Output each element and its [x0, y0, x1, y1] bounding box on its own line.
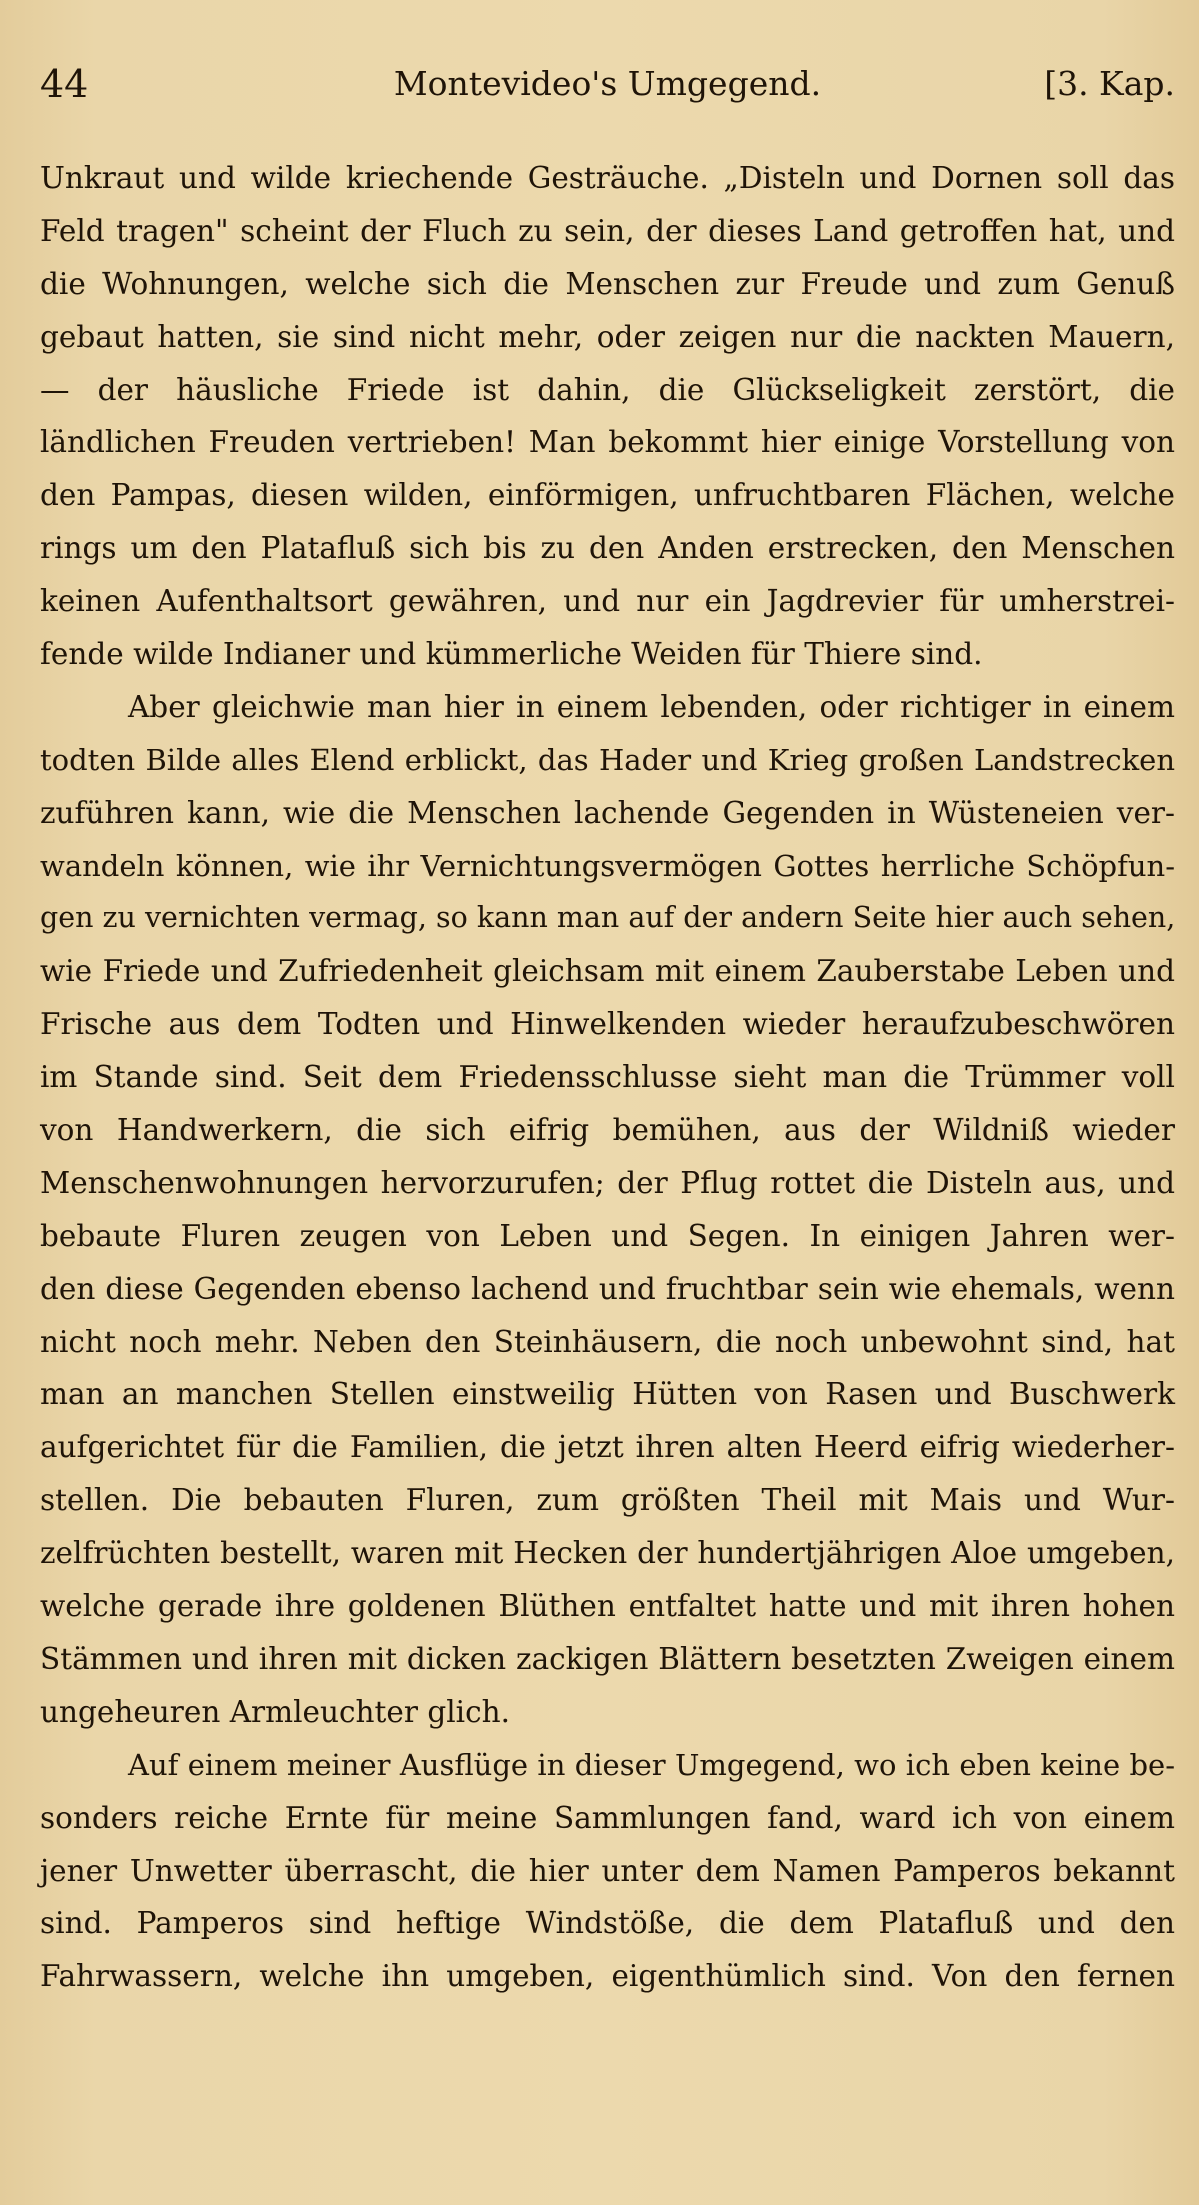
body-text: [40, 152, 1175, 2003]
text-line: zelfrüchten bestellt, waren mit Hecken der hundertjährigen Aloe umgeben,: [40, 1536, 1175, 1571]
text-line: aufgerichtet für die Familien, die jetzt ihren alten Heerd eifrig wiederher-: [40, 1430, 1175, 1465]
page-header: [40, 62, 1175, 122]
text-line: sonders reiche Ernte für meine Sammlungen fand, ward ich von einem: [40, 1800, 1175, 1835]
text-line: ungeheuren Armleuchter glich.: [40, 1694, 510, 1729]
text-line: wie Friede und Zufriedenheit gleichsam mit einem Zauberstabe Leben und: [40, 954, 1175, 989]
text-line: jener Unwetter überrascht, die hier unter dem Namen Pamperos bekannt: [40, 1853, 1175, 1888]
text-line: ländlichen Freuden vertrieben! Man bekommt hier einige Vorstellung von: [40, 425, 1175, 460]
text-line: von Handwerkern, die sich eifrig bemühen, aus der Wildniß wieder: [40, 1113, 1175, 1148]
chapter-reference: [3. Kap.: [1044, 64, 1175, 103]
text-line: Fahrwassern, welche ihn umgeben, eigenthümlich sind. Von den fernen: [40, 1959, 1175, 1994]
text-line: die Wohnungen, welche sich die Menschen zur Freude und zum Genuß: [40, 266, 1175, 301]
text-line: bebaute Fluren zeugen von Leben und Segen. In einigen Jahren wer-: [40, 1218, 1175, 1253]
text-line: — der häusliche Friede ist dahin, die Glückseligkeit zerstört, die: [40, 372, 1175, 407]
text-line: todten Bilde alles Elend erblickt, das Hader und Krieg großen Landstrecken: [40, 742, 1175, 777]
text-line: zuführen kann, wie die Menschen lachende Gegenden in Wüsteneien ver-: [40, 795, 1175, 830]
text-line: sind. Pamperos sind heftige Windstöße, die dem Platafluß und den: [40, 1906, 1175, 1941]
text-line: im Stande sind. Seit dem Friedensschlusse sieht man die Trümmer voll: [40, 1060, 1175, 1095]
text-line: rings um den Platafluß sich bis zu den Anden erstrecken, den Menschen: [40, 531, 1175, 566]
text-line: den Pampas, diesen wilden, einförmigen, unfruchtbaren Flächen, welche: [40, 478, 1175, 513]
text-line: Unkraut und wilde kriechende Gesträuche. „Disteln und Dornen soll das: [40, 161, 1175, 195]
text-line: Stämmen und ihren mit dicken zackigen Blättern besetzten Zweigen einem: [40, 1641, 1175, 1676]
text-line: Feld tragen" scheint der Fluch zu sein, der dieses Land getroffen hat, und: [40, 213, 1175, 248]
text-line: nicht noch mehr. Neben den Steinhäusern, die noch unbewohnt sind, hat: [40, 1324, 1175, 1359]
text-line: Frische aus dem Todten und Hinwelkenden wieder heraufzubeschwören: [40, 1007, 1175, 1042]
text-line: man an manchen Stellen einstweilig Hütten von Rasen und Buschwerk: [40, 1377, 1175, 1412]
text-line: Menschenwohnungen hervorzurufen; der Pflug rottet die Disteln aus, und: [40, 1165, 1175, 1200]
text-line: stellen. Die bebauten Fluren, zum größten Theil mit Mais und Wur-: [40, 1483, 1175, 1518]
text-line: wandeln können, wie ihr Vernichtungsvermögen Gottes herrliche Schöpfun-: [40, 848, 1175, 883]
text-line: Auf einem meiner Ausflüge in dieser Umgegend, wo ich eben keine be-: [128, 1747, 1175, 1782]
text-line: Aber gleichwie man hier in einem lebenden, oder richtiger in einem: [128, 689, 1175, 724]
text-line: gebaut hatten, sie sind nicht mehr, oder zeigen nur die nackten Mauern,: [40, 319, 1175, 354]
text-line: welche gerade ihre goldenen Blüthen entfaltet hatte und mit ihren hohen: [40, 1589, 1175, 1624]
text-line: gen zu vernichten vermag, so kann man auf der andern Seite hier auch sehen,: [40, 901, 1176, 935]
page-number: 44: [40, 62, 89, 106]
text-line: den diese Gegenden ebenso lachend und fruchtbar sein wie ehemals, wenn: [40, 1271, 1175, 1306]
running-title: Montevideo's Umgegend.: [393, 64, 822, 103]
text-line: keinen Aufenthaltsort gewähren, und nur ein Jagdrevier für umherstrei-: [40, 584, 1175, 619]
text-line: fende wilde Indianer und kümmerliche Weiden für Thiere sind.: [40, 637, 983, 672]
